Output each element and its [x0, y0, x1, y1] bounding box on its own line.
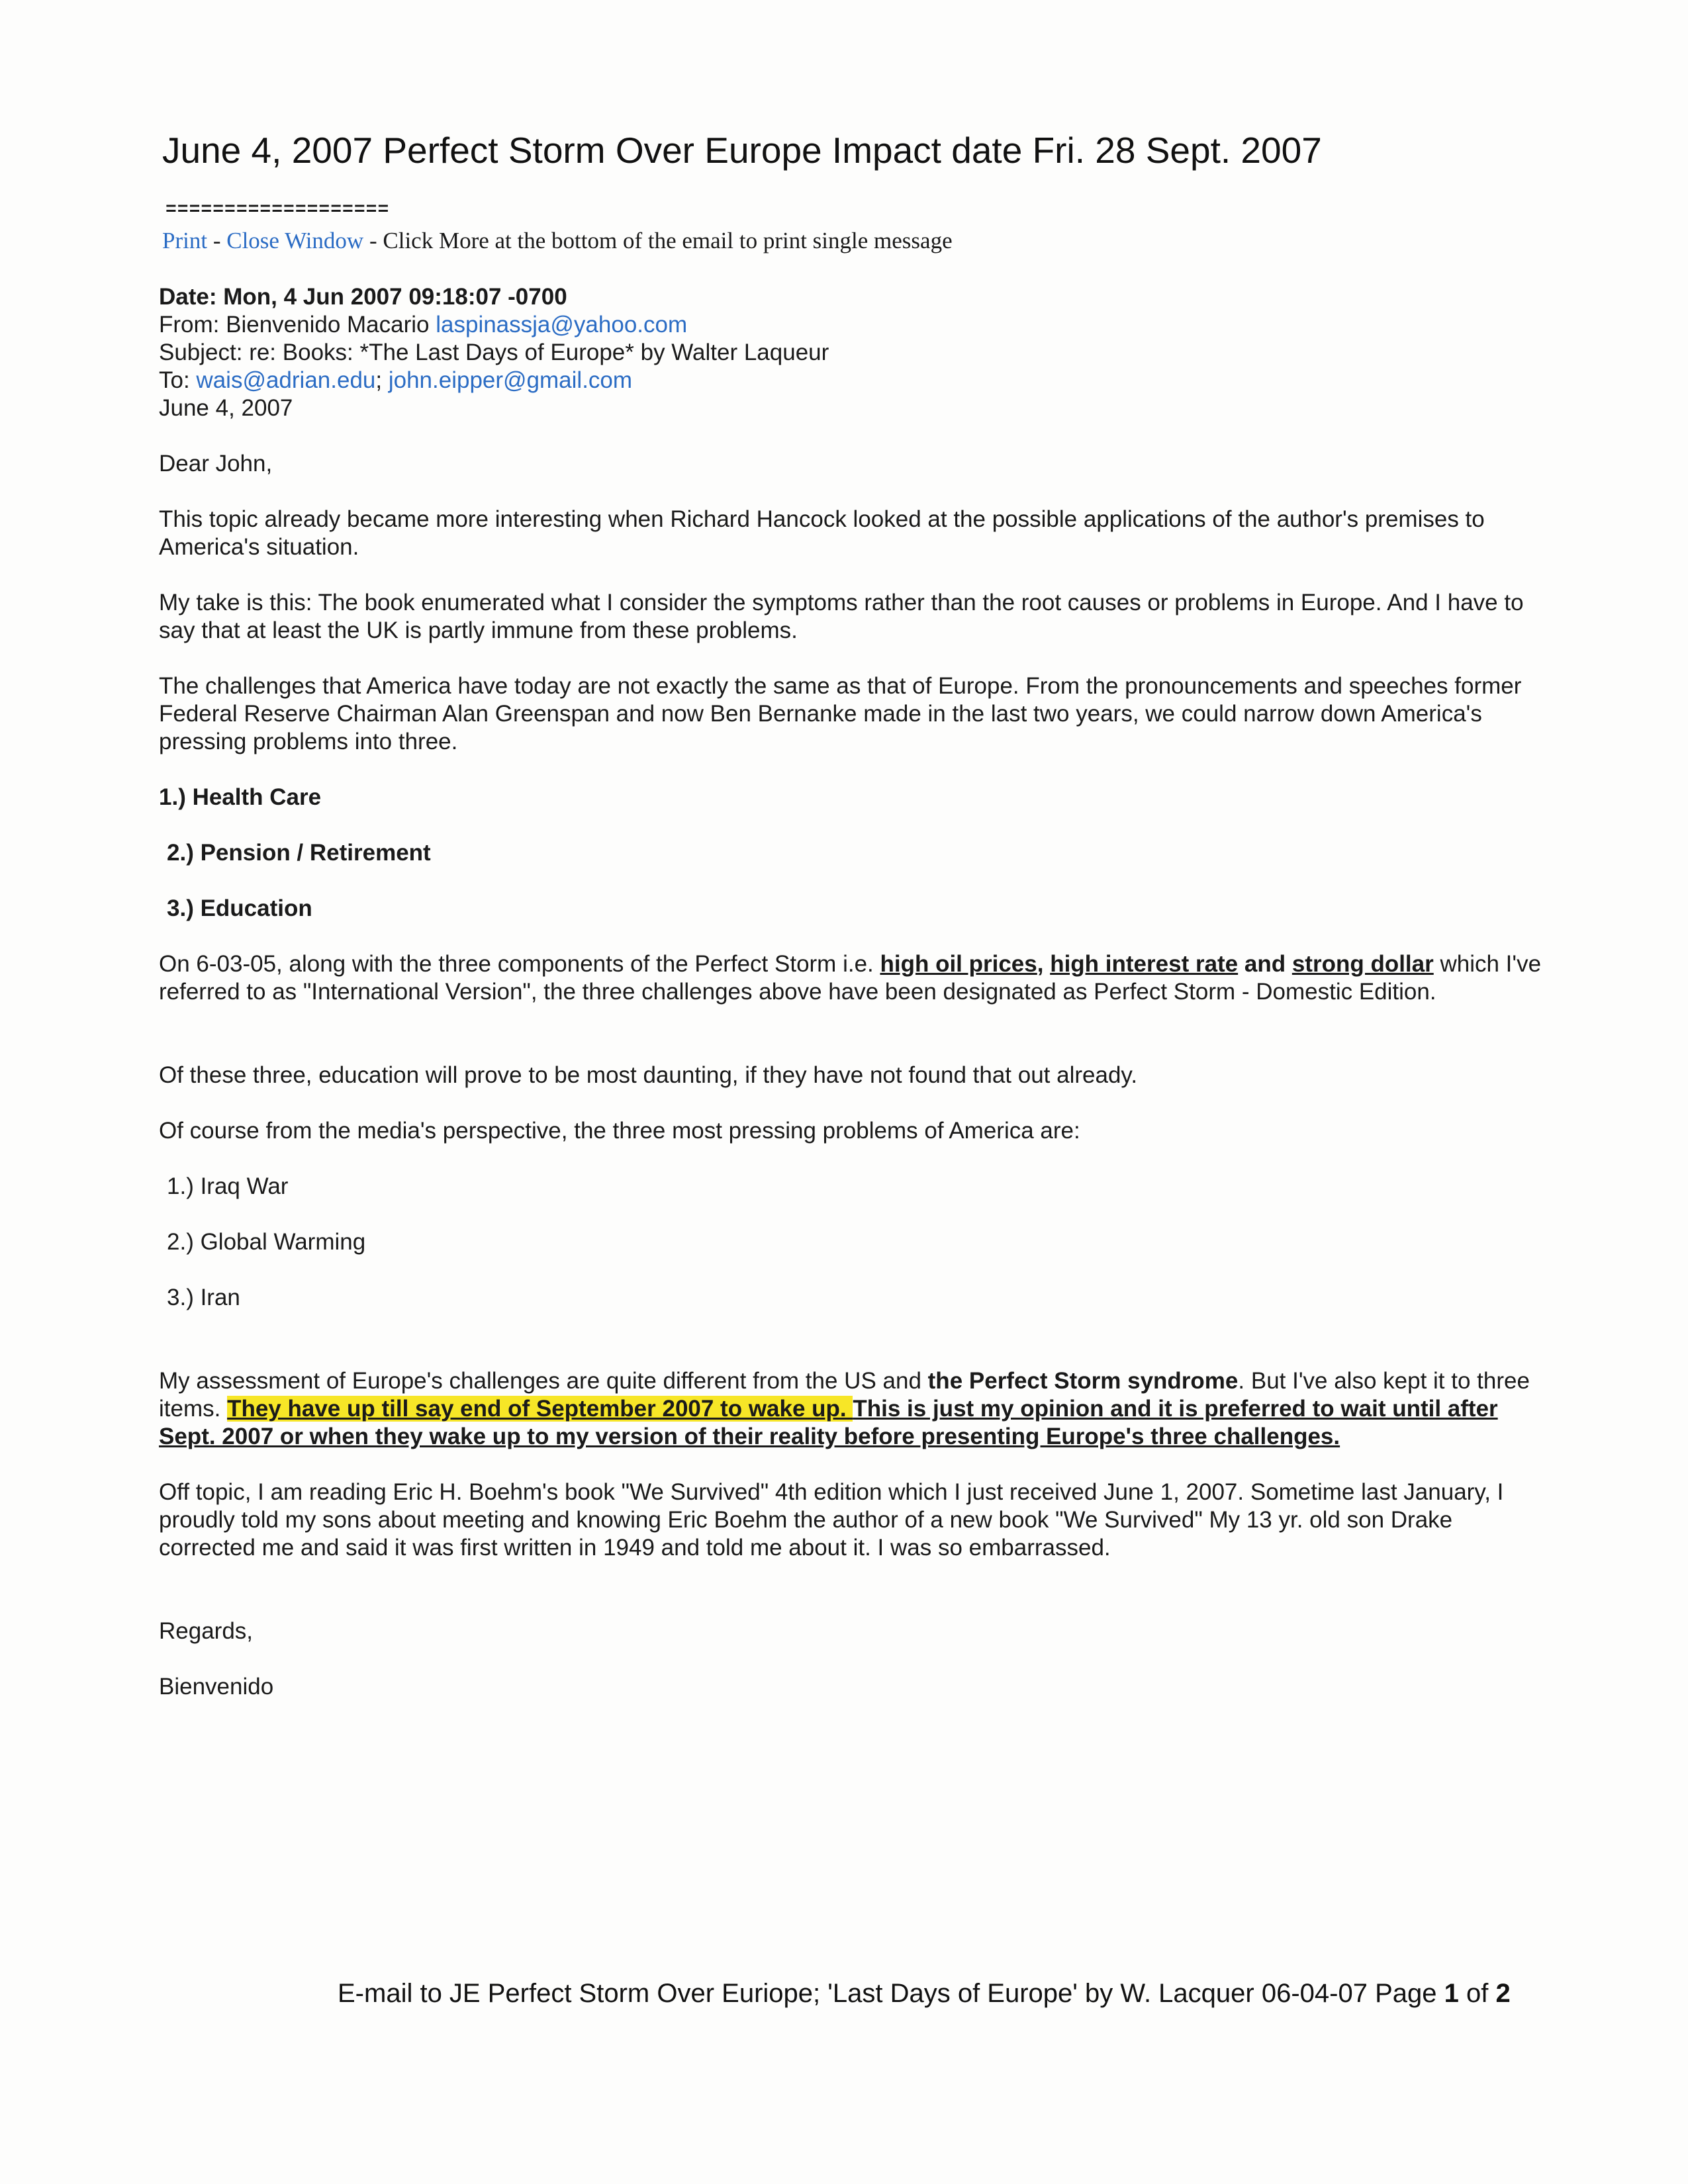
- print-instruction: - Click More at the bottom of the email to print single message: [363, 228, 953, 253]
- para4-item-dollar: strong dollar: [1291, 951, 1434, 977]
- email-date: Date: Mon, 4 Jun 2007 09:18:07 -0700: [159, 284, 567, 310]
- paragraph-7: [159, 1367, 1542, 1451]
- challenge-item: 3.) Education: [167, 895, 312, 921]
- para7-bold: the Perfect Storm syndrome: [927, 1368, 1239, 1394]
- para4-item-oil: high oil prices: [880, 951, 1037, 977]
- para4-comma: ,: [1037, 951, 1051, 977]
- challenge-item: 2.) Pension / Retirement: [167, 840, 431, 866]
- page-footer: [338, 1979, 1511, 2009]
- media-problem-item: 1.) Iraq War: [167, 1173, 289, 1199]
- paragraph-8: Off topic, I am reading Eric H. Boehm's book "We Survived" 4th edition which I just received June 1, 2007. Sometime last January, I proudly told my sons about meeting and knowing Eric Boehm the author of a new book "We Survived" My 13 yr. old son Drake corrected me and said it was first written in 1949 and told me about it. I was so embarrassed.: [159, 1479, 1504, 1561]
- media-problem-item: 2.) Global Warming: [167, 1229, 366, 1255]
- close-window-link[interactable]: Close Window: [226, 228, 364, 253]
- paragraph-3: The challenges that America have today are not exactly the same as that of Europe. From the pronouncements and speeches former Federal Reserve Chairman Alan Greenspan and now Ben Bernanke made in the last two years, we could narrow down America's pressing problems into three.: [159, 673, 1522, 754]
- footer-text: E-mail to JE Perfect Storm Over Euriope; 'Last Days of Europe' by W. Lacquer 06-04-07 Page: [338, 1979, 1444, 2008]
- print-toolbar: [162, 228, 953, 254]
- separator-rule: ===================: [165, 200, 390, 220]
- from-label: From: Bienvenido Macario: [159, 312, 436, 338]
- salutation: Dear John,: [159, 451, 273, 477]
- email-from: [159, 311, 1542, 339]
- signature: Bienvenido: [159, 1674, 274, 1700]
- media-problem-item: 3.) Iran: [167, 1285, 240, 1310]
- footer-page-number: 1: [1444, 1979, 1459, 2008]
- email-header: [159, 283, 1542, 422]
- print-separator: -: [207, 228, 227, 253]
- para7-intro: My assessment of Europe's challenges are quite different from the US and: [159, 1368, 928, 1394]
- challenge-item: 1.) Health Care: [159, 784, 322, 810]
- para7-mid: . But I've also kept it to three items.: [159, 1368, 1530, 1422]
- footer-of: of: [1458, 1979, 1496, 2008]
- paragraph-5: Of these three, education will prove to be most daunting, if they have not found that out already.: [159, 1062, 1138, 1088]
- para4-intro: On 6-03-05, along with the three components of the Perfect Storm i.e.: [159, 951, 880, 977]
- from-email-link[interactable]: laspinassja@yahoo.com: [436, 312, 688, 338]
- email-subject: Subject: re: Books: *The Last Days of Europe* by Walter Laqueur: [159, 340, 829, 365]
- document-title: June 4, 2007 Perfect Storm Over Europe Impact date Fri. 28 Sept. 2007: [162, 130, 1322, 171]
- para4-and: and: [1238, 951, 1292, 977]
- email-date-plain: June 4, 2007: [159, 395, 293, 421]
- email-to: [159, 367, 1542, 394]
- para4-rest: which I've referred to as "International Version", the three challenges above have been designated as Perfect Storm - Domestic Edition.: [159, 951, 1542, 1005]
- paragraph-2: My take is this: The book enumerated what I consider the symptoms rather than the root causes or problems in Europe. And I have to say that at least the UK is partly immune from these problems.: [159, 590, 1524, 643]
- para7-underlined: This is just my opinion and it is preferred to wait until after Sept. 2007 or when they wake up to my version of their reality before presenting Europe's three challenges.: [159, 1396, 1498, 1449]
- to-separator: ;: [375, 367, 389, 393]
- to-email-link-2[interactable]: john.eipper@gmail.com: [388, 367, 633, 393]
- print-link[interactable]: Print: [162, 228, 208, 253]
- to-email-link-1[interactable]: wais@adrian.edu: [196, 367, 376, 393]
- paragraph-4: [159, 950, 1542, 1006]
- paragraph-1: This topic already became more interesting when Richard Hancock looked at the possible applications of the author's premises to America's situation.: [159, 506, 1485, 560]
- footer-page-total: 2: [1495, 1979, 1511, 2008]
- email-body: [159, 283, 1542, 1701]
- para4-item-interest: high interest rate: [1050, 951, 1239, 977]
- para7-highlight: They have up till say end of September 2007 to wake up.: [227, 1396, 853, 1422]
- to-label: To:: [159, 367, 197, 393]
- paragraph-6: Of course from the media's perspective, the three most pressing problems of America are:: [159, 1118, 1080, 1144]
- closing: Regards,: [159, 1618, 254, 1644]
